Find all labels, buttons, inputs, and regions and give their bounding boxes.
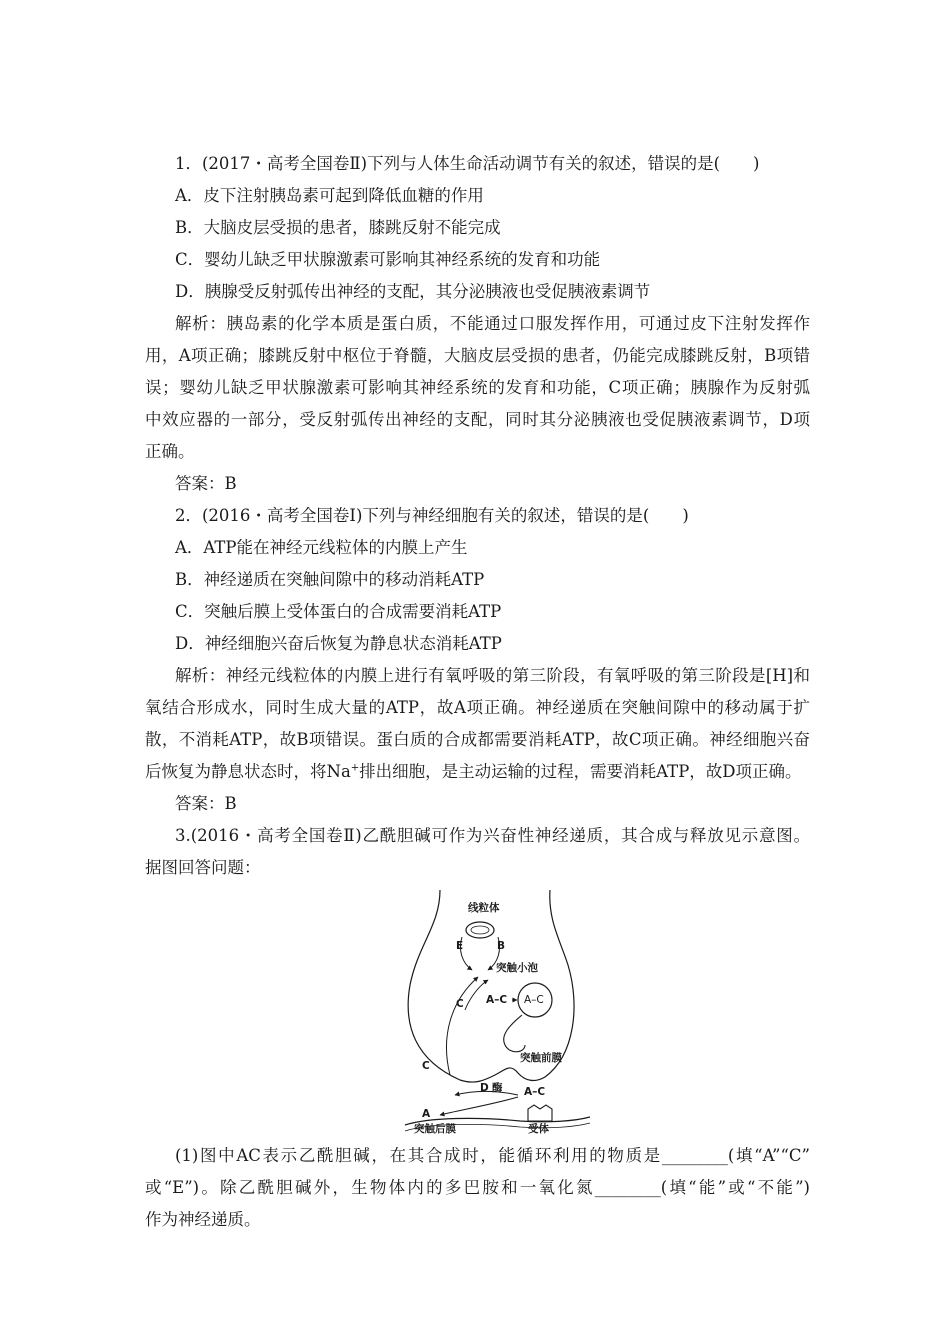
label-b: B (497, 940, 506, 952)
q1-analysis-line: 解析：胰岛素的化学本质是蛋白质，不能通过口服发挥作用，可通过皮下注射发挥作 (175, 314, 810, 333)
q2-option-d: D．神经细胞兴奋后恢复为静息状态消耗ATP (175, 634, 502, 653)
label-ac-3: A–C (524, 1086, 546, 1098)
q1-answer: 答案：B (175, 474, 237, 493)
q2-option-b: B．神经递质在突触间隙中的移动消耗ATP (175, 570, 485, 589)
q2-answer: 答案：B (175, 794, 237, 813)
q2-stem: 2．(2016・高考全国卷Ⅰ)下列与神经细胞有关的叙述，错误的是( ) (175, 506, 689, 525)
q1-option-b: B．大脑皮层受损的患者，膝跳反射不能完成 (175, 218, 501, 237)
label-ac-1: A–C (486, 994, 508, 1006)
receptor-shape (528, 1105, 552, 1121)
label-vesicle: 突触小泡 (496, 962, 538, 974)
label-e: E (456, 940, 464, 952)
label-presynaptic: 突触前膜 (520, 1052, 562, 1064)
q1-option-c: C．婴幼儿缺乏甲状腺激素可影响其神经系统的发育和功能 (175, 250, 601, 269)
label-ac-2: A–C (524, 994, 544, 1006)
q1-analysis-line: 误；婴幼儿缺乏甲状腺激素可影响其神经系统的发育和功能，C项正确；胰腺作为反射弧 (145, 378, 810, 397)
q2-analysis-post: 排出细胞，是主动运输的过程，需要消耗ATP，故D项正确。 (359, 762, 802, 781)
c-to-ac-arrow (465, 980, 488, 1010)
label-a: A (422, 1108, 431, 1120)
enzyme-arrow-a (440, 1097, 518, 1115)
label-postsynaptic: 突触后膜 (414, 1123, 456, 1135)
label-c-2: C (422, 1060, 430, 1072)
label-d: D (480, 1082, 489, 1094)
q1-analysis-line: 正确。 (145, 442, 195, 461)
synapse-diagram (400, 885, 600, 1135)
q2-analysis-line: 解析：神经元线粒体的内膜上进行有氧呼吸的第三阶段，有氧呼吸的第三阶段是[H]和 (175, 666, 810, 685)
q1-stem: 1．(2017・高考全国卷Ⅱ)下列与人体生命活动调节有关的叙述，错误的是( ) (175, 154, 760, 173)
mitochondrion-inner (471, 926, 489, 934)
q2-analysis-line: 氧结合形成水，同时生成大量的ATP，故A项正确。神经递质在突触间隙中的移动属于扩 (145, 698, 810, 717)
q2-analysis-line (145, 761, 810, 783)
q2-analysis-pre: 后恢复为静息状态时，将Na (145, 762, 351, 781)
q3-sub-question-line: (1)图中AC表示乙酰胆碱，在其合成时，能循环利用的物质是________(填“A”“C” (175, 1146, 810, 1165)
label-enzyme: 酶 (492, 1082, 503, 1094)
q1-analysis-line: 中效应器的一部分，受反射弧传出神经的支配，同时其分泌胰液也受促胰液素调节，D项 (145, 410, 810, 429)
q1-option-a: A．皮下注射胰岛素可起到降低血糖的作用 (175, 186, 484, 205)
label-mitochondria: 线粒体 (468, 902, 500, 914)
c-uptake-arrow (446, 977, 478, 1075)
vesicle-release-path (504, 1015, 525, 1052)
q2-option-c: C．突触后膜上受体蛋白的合成需要消耗ATP (175, 602, 502, 621)
q1-option-d: D．胰腺受反射弧传出神经的支配，其分泌胰液也受促胰液素调节 (175, 282, 651, 301)
q3-stem-line: 3.(2016・高考全国卷Ⅱ)乙酰胆碱可作为兴奋性神经递质，其合成与释放见示意图。 (175, 826, 810, 845)
q2-option-a: A．ATP能在神经元线粒体的内膜上产生 (175, 538, 468, 557)
q1-analysis-line: 用，A项正确；膝跳反射中枢位于脊髓，大脑皮层受损的患者，仍能完成膝跳反射，B项错 (145, 346, 810, 365)
q3-sub-question-line: 作为神经递质。 (145, 1210, 261, 1229)
q2-analysis-line: 散，不消耗ATP，故B项错误。蛋白质的合成都需要消耗ATP，故C项正确。神经细胞兴奋 (145, 730, 810, 749)
label-c-1: C (456, 998, 464, 1010)
q3-sub-question-line: 或“E”)。除乙酰胆碱外，生物体内的多巴胺和一氧化氮________(填“能”或“不能”) (145, 1178, 810, 1197)
mitochondrion-shape (466, 922, 494, 938)
q2-analysis-sup: + (350, 762, 360, 774)
label-receptor: 受体 (528, 1123, 549, 1135)
q3-stem-line: 据图回答问题： (145, 858, 261, 877)
